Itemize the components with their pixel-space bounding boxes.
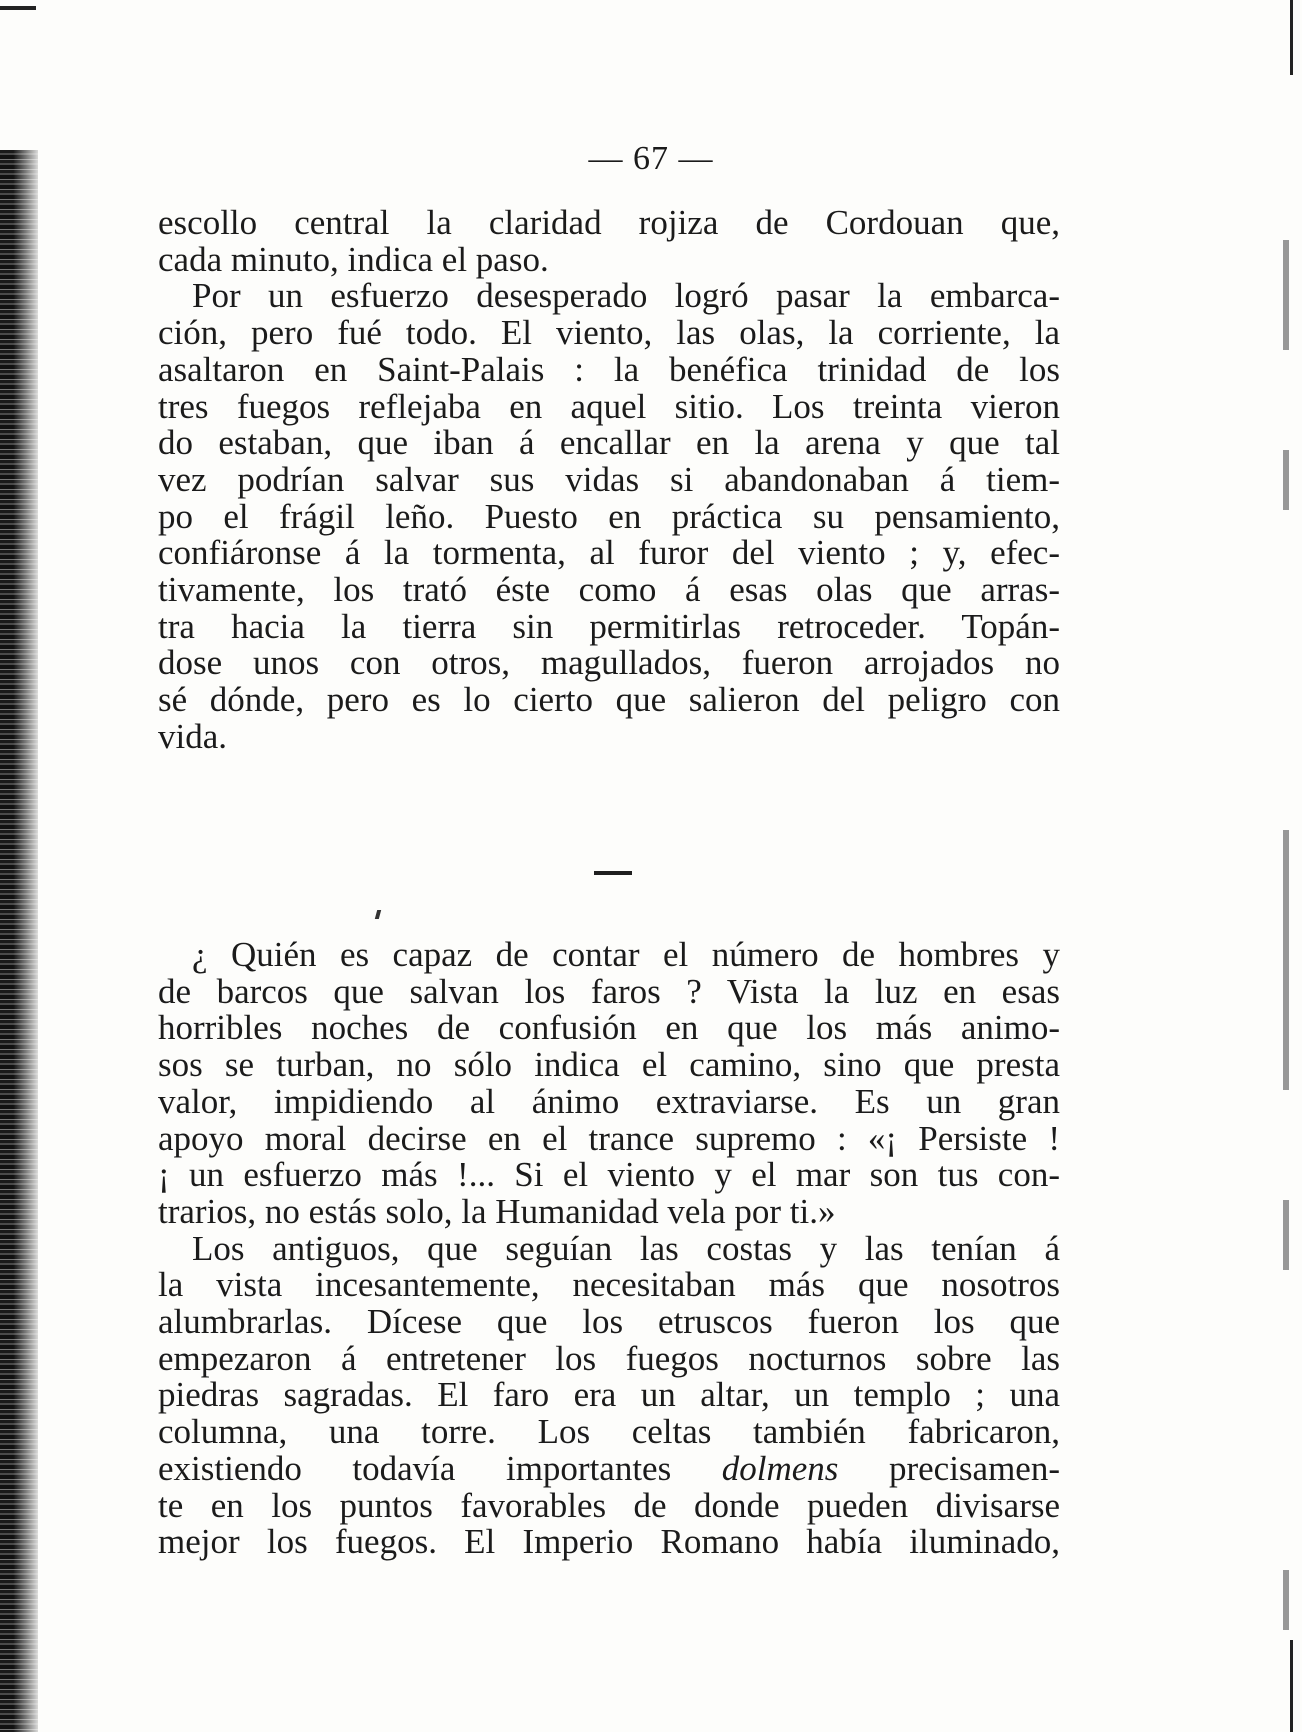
text-line: sos se turban, no sólo indica el camino, sino que presta [158, 1045, 1060, 1085]
scan-corner-mark [0, 6, 36, 10]
scan-edge-speck [1283, 830, 1289, 1090]
text-line: ¡ un esfuerzo más !... Si el viento y el mar son tus con- [158, 1155, 1060, 1195]
text-line: cada minuto, indica el paso. [158, 239, 549, 279]
text-line: vez podrían salvar sus vidas si abandonaban á tiem- [158, 459, 1060, 499]
text-block-bottom [158, 937, 1060, 1561]
text-line: ¿ Quién es capaz de contar el número de hombres y [192, 935, 1060, 974]
text-line: te en los puntos favorables de donde pueden divisarse [158, 1485, 1060, 1525]
text-line: empezaron á entretener los fuegos nocturnos sobre las [158, 1338, 1060, 1378]
text-line: dose unos con otros, magullados, fueron arrojados no [158, 643, 1060, 683]
text-line: alumbrarlas. Dícese que los etruscos fueron los que [158, 1302, 1060, 1342]
text-line: Los antiguos, que seguían las costas y las tenían á [192, 1228, 1060, 1268]
text-block-top [158, 205, 1060, 756]
text-line: po el frágil leño. Puesto en práctica su pensamiento, [158, 496, 1060, 536]
text-line: valor, impidiendo al ánimo extraviarse. Es un gran [158, 1081, 1060, 1121]
text-line: vida. [158, 716, 228, 756]
text-line: columna, una torre. Los celtas también fabricaron, [158, 1412, 1060, 1452]
text-line: trarios, no estás solo, la Humanidad vela por ti.» [158, 1191, 836, 1231]
text-line: confiáronse á la tormenta, al furor del viento ; y, efec- [158, 533, 1060, 573]
text-run: precisamen- [888, 1448, 1060, 1488]
italic-term: dolmens [721, 1448, 839, 1488]
text-line: piedras sagradas. El faro era un altar, un templo ; una [158, 1375, 1060, 1415]
text-line: horribles noches de confusión en que los más animo- [158, 1008, 1060, 1048]
text-line: de barcos que salvan los faros ? Vista la luz en esas [158, 971, 1060, 1011]
text-line: asaltaron en Saint-Palais : la benéfica trinidad de los [158, 349, 1060, 389]
scan-edge-speck [1283, 240, 1289, 350]
scan-edge-rule-bottom [1290, 1640, 1293, 1732]
scan-edge-rule-top [1290, 0, 1293, 75]
text-line: mejor los fuegos. El Imperio Romano había iluminado, [158, 1522, 1060, 1562]
text-line-with-italic [158, 1448, 1060, 1488]
text-line: Por un esfuerzo desesperado logró pasar la embarca- [192, 276, 1060, 316]
scan-stray-mark [375, 910, 381, 919]
text-line: sé dónde, pero es lo cierto que salieron del peligro con [158, 680, 1060, 720]
text-line: tres fuegos reflejaba en aquel sitio. Los treinta vieron [158, 386, 1060, 426]
scan-edge-speck [1283, 1570, 1289, 1630]
text-line: tra hacia la tierra sin permitirlas retroceder. Topán- [158, 606, 1060, 646]
page-number: — 67 — [588, 140, 714, 177]
text-line: la vista incesantemente, necesitaban más que nosotros [158, 1265, 1060, 1305]
text-line: ción, pero fué todo. El viento, las olas, la corriente, la [158, 313, 1060, 353]
text-line: escollo central la claridad rojiza de Cordouan que, [158, 203, 1060, 242]
text-line: tivamente, los trató éste como á esas olas que arras- [158, 570, 1060, 610]
scan-binding-shadow [0, 150, 38, 1732]
scan-edge-speck [1283, 450, 1289, 510]
text-line: do estaban, que iban á encallar en la arena y que tal [158, 423, 1060, 463]
text-run: existiendo todavía importantes [158, 1448, 672, 1488]
scan-edge-speck [1283, 1200, 1289, 1270]
section-separator [594, 871, 632, 875]
text-line: apoyo moral decirse en el trance supremo : «¡ Persiste ! [158, 1118, 1060, 1158]
